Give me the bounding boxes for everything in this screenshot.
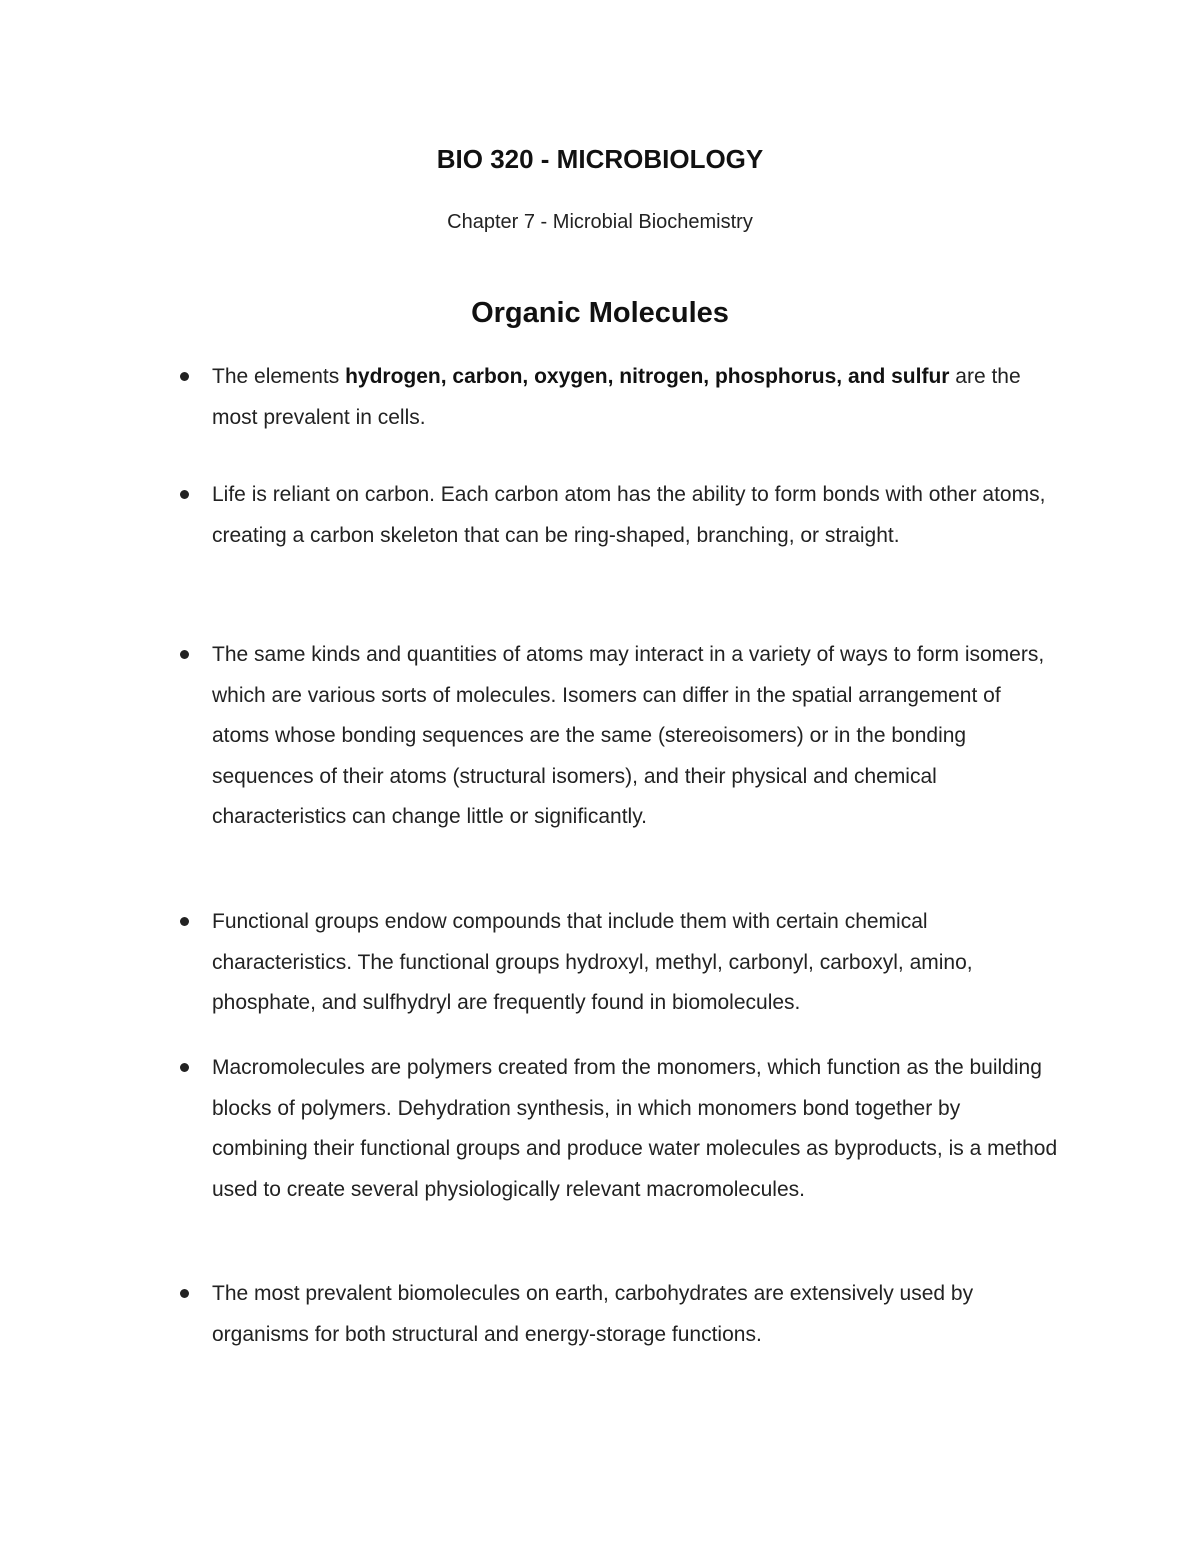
bullet-text: Life is reliant on carbon. Each carbon atom has the ability to form bonds with other atoms, creating a carbon skeleton that can be ring-shaped, branching, or straight.	[212, 483, 1046, 547]
section-heading: Organic Molecules	[471, 297, 729, 329]
bullet-point-icon	[180, 650, 189, 659]
chapter-subtitle: Chapter 7 - Microbial Biochemistry	[447, 211, 753, 233]
bullet-text-lead: The elements	[212, 365, 346, 388]
bullet-text-bold: hydrogen, carbon, oxygen, nitrogen, phosphorus, and sulfur	[345, 365, 950, 388]
bullet-text: Functional groups endow compounds that include them with certain chemical characteristics. The functional groups hydroxyl, methyl, carbonyl, carboxyl, amino, phosphate, and sulfhydryl are frequently found in biomolecules.	[212, 910, 973, 1014]
bullet-point-icon	[180, 1063, 189, 1072]
bullet-text: The most prevalent biomolecules on earth, carbohydrates are extensively used by organisms for both structural and energy-storage functions.	[212, 1282, 974, 1346]
bullet-point-icon	[180, 490, 189, 499]
bullet-text: Macromolecules are polymers created from the monomers, which function as the building blocks of polymers. Dehydration synthesis, in which monomers bond together by combining their functional groups and produce water molecules as byproducts, is a method used to create several physiologically relevant macromolecules.	[212, 1056, 1058, 1201]
bullet-point-icon	[180, 917, 189, 926]
course-title: BIO 320 - MICROBIOLOGY	[436, 144, 764, 174]
bullet-text-tail: are the most prevalent in cells.	[212, 365, 1021, 429]
bullet-text: The same kinds and quantities of atoms may interact in a variety of ways to form isomers, which are various sorts of molecules. Isomers can differ in the spatial arrangement of atoms whose bonding sequences are the same (stereoisomers) or in the bonding sequences of their atoms (structural isomers), and their physical and chemical characteristics can change little or significantly.	[212, 643, 1045, 828]
bullet-point-icon	[180, 372, 189, 381]
bullet-point-icon	[180, 1289, 189, 1298]
bullet-text	[212, 357, 1058, 438]
